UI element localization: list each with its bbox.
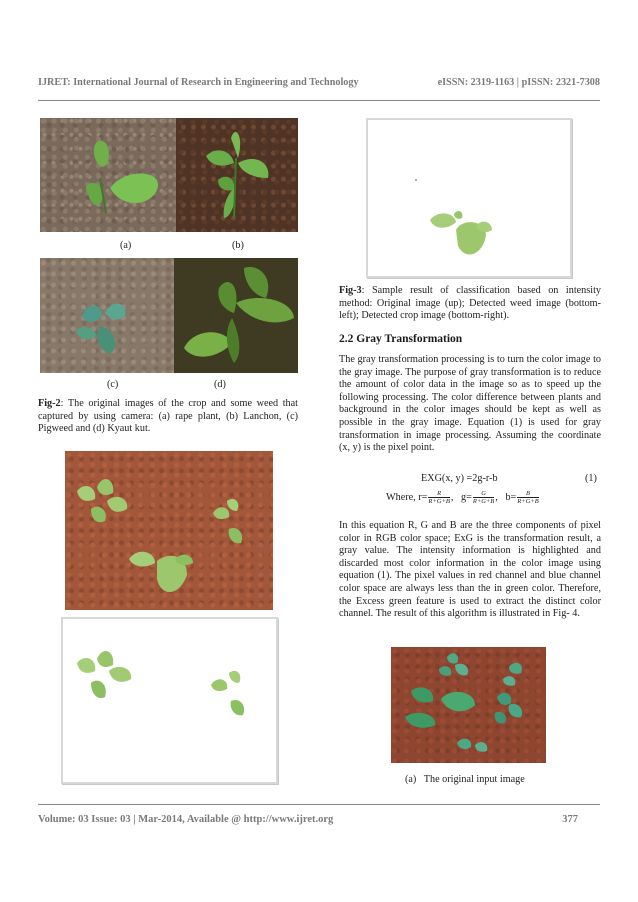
fig2a-image — [40, 118, 176, 232]
fig2c-image — [40, 258, 174, 373]
fig3-caption — [339, 285, 601, 323]
fig3-caption-text: : Sample result of classification based on intensity method: Original image (up); Detected weed image (bottom-left); Detected crop image (bottom-right). — [339, 285, 601, 322]
paragraph-1: The gray transformation processing is to turn the color image to the gray image. The purpose of gray transformation is to reduce the amount of color data in the image so as to speed up the following processing. The color difference between plants and background in the color images should be kept as well as possible in the gray image. Equation (1) is used for gray transformation in image processing. Assuming the coordinate (x, y) is the pixel point. — [339, 354, 601, 454]
where-line: Where, r= $\frac{R}{R+G+B}$ , g= $\frac{G}{R+G+B}$ , b= $\frac{B}{R+G+B}$ — [386, 490, 539, 505]
fraction-r: $\frac{R}{R+G+B}$ — [428, 490, 450, 505]
where-label: Where, r= — [386, 491, 428, 503]
issn: eISSN: 2319-1163 | pISSN: 2321-7308 — [437, 77, 600, 88]
journal-title: IJRET: International Journal of Research in Engineering and Technology — [38, 77, 359, 88]
footer-volume: Volume: 03 Issue: 03 | Mar-2014, Available @ http://www.ijret.org — [38, 814, 334, 825]
fig4a-image — [391, 647, 546, 763]
section-heading: 2.2 Gray Transformation — [339, 333, 463, 345]
fig2-caption-text: : The original images of the crop and some weed that captured by using camera: (a) rape plant, (b) Lanchon, (c) Pigweed and (d) Kyaut kut. — [38, 398, 298, 435]
b-label: b= — [505, 491, 517, 503]
fig3-original-image — [65, 451, 273, 610]
fig2-caption-label: Fig-2 — [38, 398, 61, 409]
header-rule — [38, 100, 600, 101]
fig2-caption — [38, 398, 298, 436]
fig4a-caption: (a) The original input image — [405, 774, 525, 785]
fig3-crop-image — [366, 118, 572, 278]
page-number: 377 — [562, 814, 578, 825]
equation: EXG(x, y) =2g-r-b — [421, 473, 498, 484]
fig2b-label: (b) — [232, 240, 244, 251]
fig3-weed-image — [61, 617, 278, 784]
paragraph-2: In this equation R, G and B are the three components of pixel color in RGB color space; ExG is the transformation result, a gray value. The intensity information is highlighted and discarded most color information in the color image using equation (1). The pixel values in red channel and blue channel color space are always less than the in green color. Therefore, the Excess green feature is used to extract the distinct color channel. The result of this algorithm is illustrated in Fig- 4. — [339, 520, 601, 620]
fig2d-label: (d) — [214, 379, 226, 390]
running-footer — [38, 814, 578, 825]
running-header — [38, 77, 600, 88]
fig3-caption-label: Fig-3 — [339, 285, 362, 296]
fraction-g: $\frac{G}{R+G+B}$ — [472, 490, 495, 505]
fig2c-label: (c) — [107, 379, 119, 390]
g-label: g= — [461, 491, 472, 503]
equation-number: (1) — [585, 473, 597, 484]
fig2b-image — [176, 118, 298, 232]
footer-rule — [38, 804, 600, 805]
fig2d-image — [174, 258, 298, 373]
fig2a-label: (a) — [120, 240, 132, 251]
fraction-b: $\frac{B}{R+G+B}$ — [517, 490, 539, 505]
